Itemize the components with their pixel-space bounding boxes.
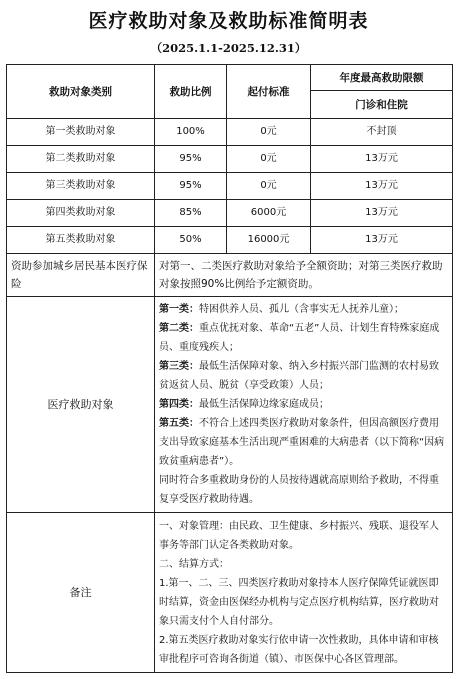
header-limit-sub: 门诊和住院 — [311, 91, 453, 119]
object-item — [159, 319, 448, 357]
limit-cell: 不封顶 — [311, 119, 453, 146]
object-item — [159, 300, 448, 319]
category-cell: 第四类救助对象 — [7, 200, 155, 227]
object-item-lead: 第一类： — [159, 304, 199, 315]
threshold-cell: 0元 — [227, 146, 311, 173]
note-item: 一、对象管理：由民政、卫生健康、乡村振兴、残联、退役军人事务等部门认定各类救助对象。 — [159, 520, 439, 551]
object-item — [159, 395, 448, 414]
object-item-lead: 第三类： — [159, 361, 199, 372]
insurance-row — [7, 254, 453, 297]
category-cell: 第一类救助对象 — [7, 119, 155, 146]
threshold-cell: 0元 — [227, 173, 311, 200]
ratio-cell: 95% — [155, 146, 227, 173]
table-row — [7, 200, 453, 227]
ratio-cell: 95% — [155, 173, 227, 200]
note-item: 二、结算方式： — [159, 558, 229, 570]
objects-label: 医疗救助对象 — [7, 297, 155, 513]
object-item-text: 同时符合多重救助身份的人员按待遇就高原则给予救助，不得重复享受医疗救助待遇。 — [159, 475, 439, 505]
object-item-text: 重点优抚对象、革命“五老”人员、计划生育特殊家庭成员、重度残疾人； — [159, 323, 440, 353]
category-cell: 第三类救助对象 — [7, 173, 155, 200]
object-item — [159, 414, 448, 471]
ratio-cell: 85% — [155, 200, 227, 227]
notes-content — [155, 513, 453, 673]
date-range: （2025.1.1-2025.12.31） — [150, 41, 307, 55]
object-item-text: 不符合上述四类医疗救助对象条件，但因高额医疗费用支出导致家庭基本生活出现严重困难的大病患者（以下简称“因病致贫重病患者”）。 — [159, 418, 445, 467]
insurance-text: 对第一、二类医疗救助对象给予全额资助；对第三类医疗救助对象按照90%比例给予定额资助。 — [155, 254, 453, 297]
object-item-text: 特困供养人员、孤儿（含事实无人抚养儿童）； — [199, 304, 404, 315]
object-item — [159, 357, 448, 395]
note-item: 1.第一、二、三、四类医疗救助对象持本人医疗保障凭证就医即时结算，资金由医保经办机构与定点医疗机构结算，医疗救助对象只需支付个人自付部分。 — [159, 577, 439, 627]
limit-cell: 13万元 — [311, 227, 453, 254]
table-row — [7, 146, 453, 173]
header-ratio: 救助比例 — [155, 65, 227, 119]
limit-cell: 13万元 — [311, 200, 453, 227]
ratio-cell: 100% — [155, 119, 227, 146]
threshold-cell: 0元 — [227, 119, 311, 146]
limit-cell: 13万元 — [311, 173, 453, 200]
category-cell: 第五类救助对象 — [7, 227, 155, 254]
assistance-table — [6, 64, 453, 673]
insurance-label: 资助参加城乡居民基本医疗保险 — [7, 254, 155, 297]
header-category: 救助对象类别 — [7, 65, 155, 119]
objects-row — [7, 297, 453, 513]
ratio-cell: 50% — [155, 227, 227, 254]
notes-label: 备注 — [7, 513, 155, 673]
notes-row — [7, 513, 453, 673]
threshold-cell: 6000元 — [227, 200, 311, 227]
note-item: 2.第五类医疗救助对象实行依申请一次性救助，具体申请和审核审批程序可咨询各街道（镇）、市医保中心各区管理部。 — [159, 634, 439, 665]
header-limit: 年度最高救助限额 — [311, 65, 453, 91]
page-title: 医疗救助对象及救助标准简明表 — [88, 10, 369, 32]
object-item-lead: 第二类： — [159, 323, 199, 334]
object-item-lead: 第五类： — [159, 418, 199, 429]
objects-content — [155, 297, 453, 513]
category-cell: 第二类救助对象 — [7, 146, 155, 173]
limit-cell: 13万元 — [311, 146, 453, 173]
object-item-lead: 第四类： — [159, 399, 199, 410]
threshold-cell: 16000元 — [227, 227, 311, 254]
table-row — [7, 227, 453, 254]
table-row — [7, 173, 453, 200]
header-row — [7, 65, 453, 91]
object-item-text: 最低生活保障边缘家庭成员； — [199, 399, 329, 410]
table-row — [7, 119, 453, 146]
header-threshold: 起付标准 — [227, 65, 311, 119]
object-item-text: 最低生活保障对象、纳入乡村振兴部门监测的农村易致贫返贫人员、脱贫（享受政策）人员； — [159, 361, 439, 391]
object-item — [159, 471, 448, 509]
